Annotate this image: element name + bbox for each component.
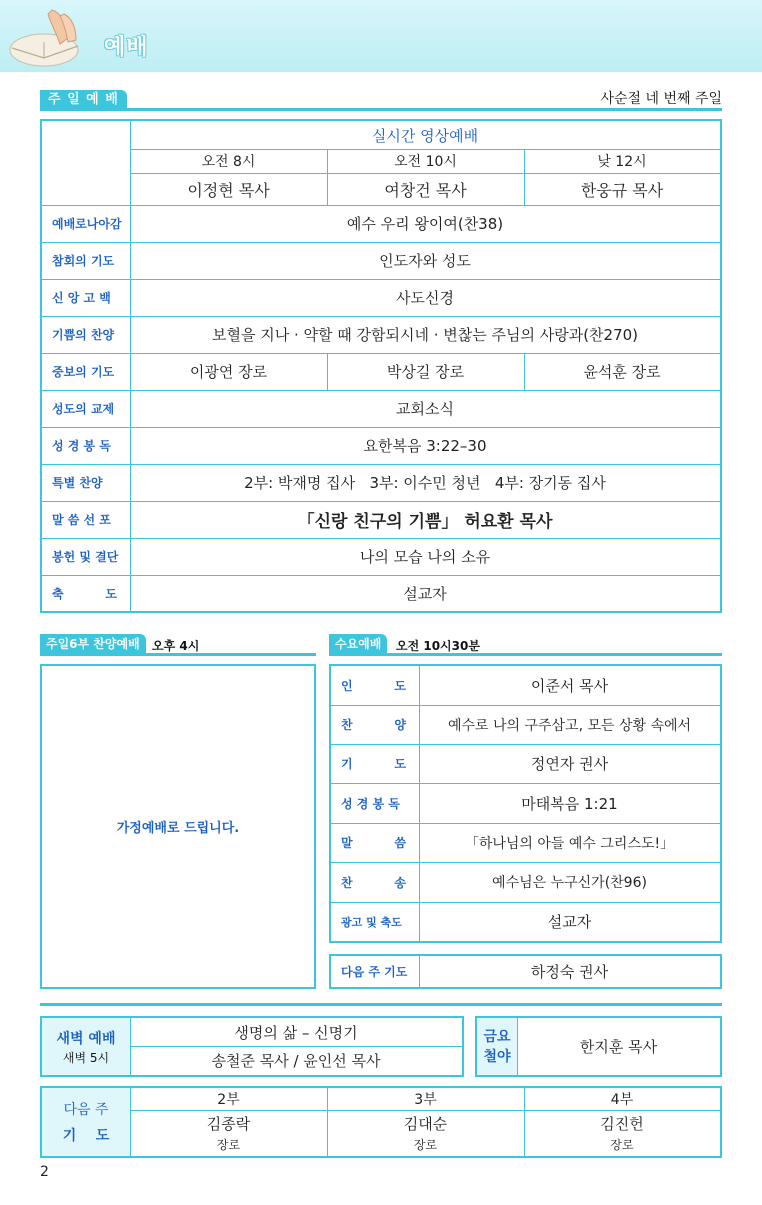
order-value: 예수 우리 왕이여(찬38) [346, 215, 504, 233]
friday-pastor: 한지훈 목사 [579, 1038, 658, 1056]
order-label: 찬 양 [341, 718, 406, 732]
pastor-name: 한웅규 목사 [580, 180, 664, 200]
service-part: 2부 [217, 1092, 240, 1108]
sunday6-time: 오후 4시 [152, 639, 200, 653]
dawn-time: 새벽 5시 [62, 1050, 110, 1065]
banner-title: 예배 [104, 35, 149, 60]
order-value: 예수로 나의 구주삼고, 모든 상황 속에서 [447, 717, 692, 734]
order-value: 설교자 [547, 913, 592, 931]
order-label: 인 도 [341, 679, 406, 693]
order-label: 성 경 봉 독 [341, 796, 400, 811]
sunday6-tab: 주일6부 찬양예배 [40, 634, 146, 654]
page-number: 2 [40, 1164, 49, 1180]
order-label: 신 앙 고 백 [52, 291, 111, 305]
home-worship-note: 가정예배로 드립니다. [116, 821, 240, 836]
sunday-heading-line [40, 108, 722, 111]
elder-title: 장로 [413, 1137, 438, 1152]
elder-name: 김대순 [403, 1114, 448, 1133]
table-divider [130, 1110, 720, 1111]
wednesday-heading-line [329, 653, 722, 656]
time-slot: 낮 12시 [597, 154, 647, 170]
service-part: 4부 [610, 1092, 634, 1108]
order-label: 성 경 봉 독 [52, 439, 111, 453]
prayer-elder: 윤석훈 장로 [583, 363, 661, 381]
order-label: 기쁨의 찬양 [52, 328, 115, 342]
wednesday-time: 오전 10시30분 [396, 639, 480, 653]
elder-name: 김종락 [206, 1114, 251, 1133]
order-label: 광고 및 축도 [341, 915, 402, 929]
order-value: 교회소식 [396, 400, 454, 418]
order-value: 사도신경 [396, 289, 454, 307]
sunday-worship-tab: 주 일 예 배 [40, 90, 127, 110]
elder-title: 장로 [610, 1137, 634, 1152]
order-label: 말 씀 [341, 836, 406, 850]
order-label: 봉헌 및 결단 [52, 550, 119, 564]
service-part: 3부 [414, 1092, 437, 1108]
order-label: 성도의 교제 [52, 402, 115, 416]
order-value: 정연자 권사 [530, 755, 609, 773]
time-slot: 오전 8시 [201, 154, 256, 170]
order-label: 예배로나아감 [52, 217, 122, 231]
prayer-elder: 이광연 장로 [189, 363, 268, 381]
order-value: 나의 모습 나의 소유 [359, 548, 491, 566]
order-value: 「하나님의 아들 예수 그리스도!」 [464, 835, 675, 852]
next-week-prayer-box [40, 1086, 722, 1158]
praying-hands-bible-icon [4, 4, 96, 70]
elder-name: 김진헌 [600, 1114, 644, 1133]
wednesday-next-prayer-box [329, 954, 722, 989]
next-week-label: 다음 주 [63, 1102, 109, 1118]
pastor-name: 여창건 목사 [384, 180, 467, 200]
sermon-title: 「신랑 친구의 기쁨」 허요환 목사 [297, 512, 553, 532]
prayer-elder: 박상길 장로 [386, 363, 465, 381]
order-value: 인도자와 성도 [379, 252, 471, 270]
order-label: 축 도 [52, 586, 117, 601]
dawn-worship-box [40, 1016, 464, 1077]
order-label: 중보의 기도 [52, 365, 115, 379]
next-prayer-label: 다음 주 기도 [341, 965, 408, 979]
friday-vigil-box [475, 1016, 722, 1077]
order-label: 특별 찬양 [52, 476, 103, 490]
next-week-label: 기 도 [62, 1128, 110, 1144]
order-label: 말 씀 선 포 [52, 513, 111, 527]
order-label: 참회의 기도 [52, 254, 115, 268]
sunday-week-title: 사순절 네 번째 주일 [600, 91, 722, 107]
friday-label: 금요 [483, 1029, 511, 1045]
order-value: 이준서 목사 [530, 677, 609, 695]
order-value: 설교자 [403, 584, 447, 603]
wednesday-order-table [329, 664, 722, 943]
dawn-series: 생명의 삶 – 신명기 [234, 1023, 358, 1042]
elder-title: 장로 [216, 1137, 241, 1152]
next-prayer-value: 하정숙 권사 [530, 963, 609, 981]
wednesday-tab: 수요예배 [329, 634, 387, 654]
pastor-name: 이정현 목사 [187, 180, 270, 200]
dawn-pastors: 송철준 목사 / 윤인선 목사 [211, 1052, 381, 1070]
time-slot: 오전 10시 [394, 154, 457, 170]
sunday6-heading-line [40, 653, 316, 656]
order-value: 마태복음 1:21 [521, 794, 618, 813]
dawn-label: 새벽 예배 [56, 1031, 116, 1047]
order-value: 2부: 박재명 집사 3부: 이수민 청년 4부: 장기동 집사 [244, 474, 606, 492]
order-value: 요한복음 3:22–30 [363, 437, 487, 455]
order-value: 예수님은 누구신가(찬96) [492, 875, 647, 891]
order-label: 찬 송 [341, 875, 406, 890]
live-service-title: 실시간 영상예배 [371, 126, 479, 145]
order-label: 기 도 [341, 757, 406, 771]
sunday6-box [40, 664, 316, 989]
section-separator [40, 1003, 722, 1006]
order-value: 보혈을 지나 · 약할 때 강함되시네 · 변찮는 주님의 사랑과(찬270) [211, 326, 639, 344]
sunday-order-table [40, 119, 722, 613]
header-banner [0, 0, 762, 72]
friday-label: 철야 [483, 1049, 511, 1065]
